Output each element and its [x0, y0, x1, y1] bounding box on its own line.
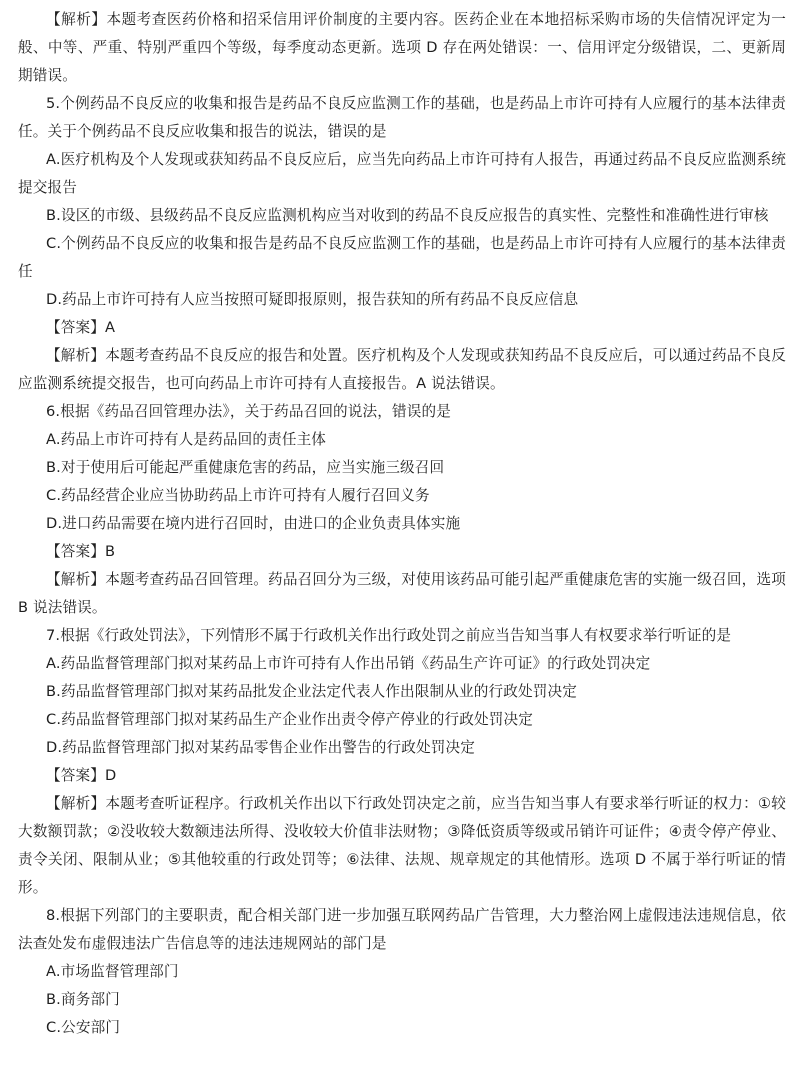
question-6: 6.根据《药品召回管理办法》，关于药品召回的说法，错误的是	[46, 403, 452, 420]
question-7: 7.根据《行政处罚法》，下列情形不属于行政机关作出行政处罚之前应当告知当事人有权要求举行听证的是	[46, 627, 732, 644]
question-8-option-a: A.市场监督管理部门	[46, 963, 179, 980]
question-7-option-c: C.药品监督管理部门拟对某药品生产企业作出责令停产停业的行政处罚决定	[46, 711, 533, 728]
question-6-option-c: C.药品经营企业应当协助药品上市许可持有人履行召回义务	[46, 487, 430, 504]
analysis-q5: 【解析】本题考查药品不良反应的报告和处置。医疗机构及个人发现或获知药品不良反应后，可以通过药品不良反应监测系统提交报告，也可向药品上市许可持有人直接报告。A 说法错误。	[18, 347, 786, 392]
analysis-q4: 【解析】本题考查医药价格和招采信用评价制度的主要内容。医药企业在本地招标采购市场的失信情况评定为一般、中等、严重、特别严重四个等级，每季度动态更新。选项 D 存在两处错误：一、信用评定分级错误，二、更新周期错误。	[18, 11, 786, 84]
question-5-option-a: A.医疗机构及个人发现或获知药品不良反应后，应当先向药品上市许可持有人报告，再通过药品不良反应监测系统提交报告	[18, 151, 786, 196]
question-6-option-d: D.进口药品需要在境内进行召回时，由进口的企业负责具体实施	[46, 515, 461, 532]
analysis-q6: 【解析】本题考查药品召回管理。药品召回分为三级，对使用该药品可能引起严重健康危害的实施一级召回，选项 B 说法错误。	[18, 571, 786, 616]
answer-q5: 【答案】A	[46, 319, 116, 336]
question-5-option-b: B.设区的市级、县级药品不良反应监测机构应当对收到的药品不良反应报告的真实性、完整性和准确性进行审核	[46, 207, 769, 224]
question-5: 5.个例药品不良反应的收集和报告是药品不良反应监测工作的基础，也是药品上市许可持有人应履行的基本法律责任。关于个例药品不良反应收集和报告的说法，错误的是	[18, 95, 786, 140]
answer-q6: 【答案】B	[46, 543, 116, 560]
question-6-option-a: A.药品上市许可持有人是药品回的责任主体	[46, 431, 327, 448]
question-7-option-a: A.药品监督管理部门拟对某药品上市许可持有人作出吊销《药品生产许可证》的行政处罚决定	[46, 655, 651, 672]
question-5-option-d: D.药品上市许可持有人应当按照可疑即报原则，报告获知的所有药品不良反应信息	[46, 291, 579, 308]
question-8-option-b: B.商务部门	[46, 991, 120, 1008]
question-7-option-b: B.药品监督管理部门拟对某药品批发企业法定代表人作出限制从业的行政处罚决定	[46, 683, 577, 700]
question-6-option-b: B.对于使用后可能起严重健康危害的药品，应当实施三级召回	[46, 459, 445, 476]
question-8: 8.根据下列部门的主要职责，配合相关部门进一步加强互联网药品广告管理，大力整治网上虚假违法违规信息，依法查处发布虚假违法广告信息等的违法违规网站的部门是	[18, 907, 786, 952]
answer-q7: 【答案】D	[46, 767, 117, 784]
question-8-option-c: C.公安部门	[46, 1019, 121, 1036]
question-5-option-c: C.个例药品不良反应的收集和报告是药品不良反应监测工作的基础，也是药品上市许可持有人应履行的基本法律责任	[18, 235, 786, 280]
analysis-q7: 【解析】本题考查听证程序。行政机关作出以下行政处罚决定之前，应当告知当事人有要求举行听证的权力：①较大数额罚款；②没收较大数额违法所得、没收较大价值非法财物；③降低资质等级或吊销许可证件；④责令停产停业、责令关闭、限制从业；⑤其他较重的行政处罚等；⑥法律、法规、规章规定的其他情形。选项 D 不属于举行听证的情形。	[18, 795, 786, 896]
document-page	[18, 6, 786, 1042]
question-7-option-d: D.药品监督管理部门拟对某药品零售企业作出警告的行政处罚决定	[46, 739, 476, 756]
